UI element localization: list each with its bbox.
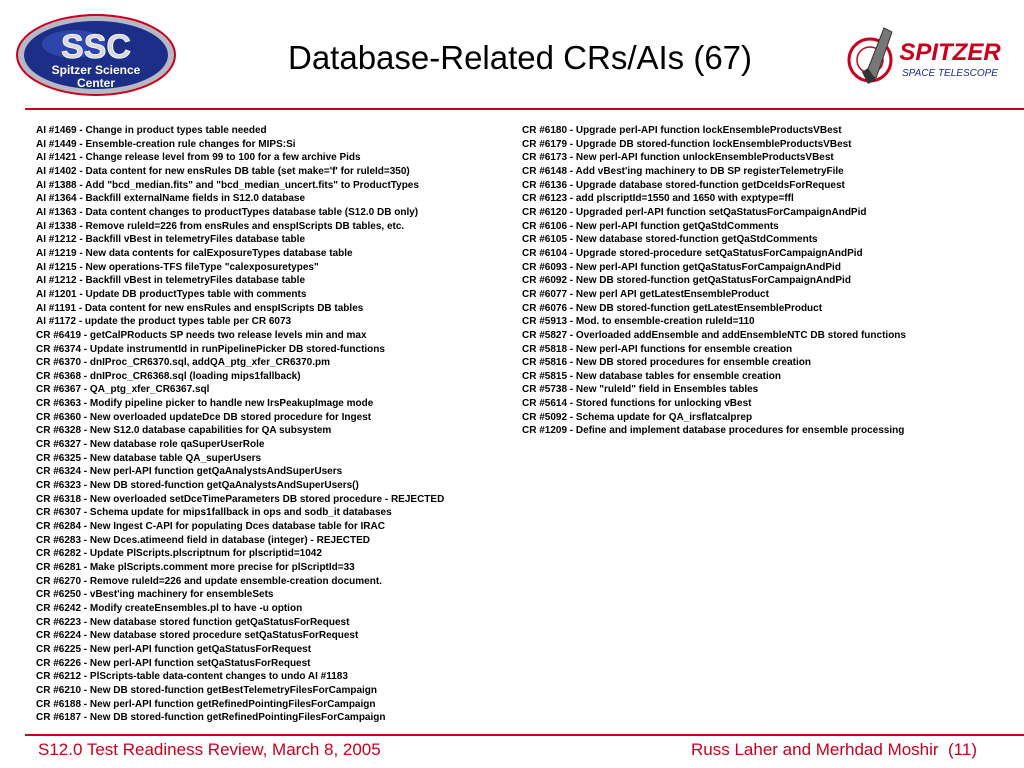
list-item: AI #1363 - Data content changes to productTypes database table (S12.0 DB only) bbox=[36, 206, 419, 218]
list-item: CR #6328 - New S12.0 database capabilities for QA subsystem bbox=[36, 425, 332, 437]
spitzer-logo bbox=[846, 24, 1012, 90]
list-item: CR #6180 - Upgrade perl-API function lockEnsembleProductsVBest bbox=[522, 125, 842, 136]
list-item: CR #6242 - Modify createEnsembles.pl to have -u option bbox=[36, 602, 303, 614]
list-item: CR #5818 - New perl-API functions for ensemble creation bbox=[522, 343, 793, 355]
spitzer-logo-word: SPITZER bbox=[899, 39, 1001, 66]
list-item: CR #6224 - New database stored procedure setQaStatusForRequest bbox=[36, 630, 359, 642]
list-item: AI #1191 - Data content for new ensRules and enspIScripts DB tables bbox=[36, 302, 364, 314]
list-item: CR #5815 - New database tables for ensemble creation bbox=[522, 370, 781, 382]
list-item: CR #6136 - Upgrade database stored-function getDceIdsForRequest bbox=[522, 179, 845, 191]
list-item: CR #6179 - Upgrade DB stored-function lockEnsembleProductsVBest bbox=[522, 138, 852, 150]
list-item: CR #6327 - New database role qaSuperUserRole bbox=[36, 439, 265, 451]
list-item: CR #6281 - Make plScripts.comment more precise for plScriptId=33 bbox=[36, 562, 355, 573]
list-item: CR #6223 - New database stored function getQaStatusForRequest bbox=[36, 616, 350, 628]
list-item: CR #6225 - New perl-API function getQaStatusForRequest bbox=[36, 643, 312, 655]
list-item: AI #1421 - Change release level from 99 to 100 for a few archive Pids bbox=[36, 152, 361, 164]
list-item: AI #1338 - Remove ruleId=226 from ensRules and enspIScripts DB tables, etc. bbox=[36, 220, 405, 232]
list-item: AI #1402 - Data content for new ensRules DB table (set make='f' for ruleId=350) bbox=[36, 165, 410, 177]
list-item: CR #6374 - Update instrumentId in runPipelinePicker DB stored-functions bbox=[36, 343, 385, 355]
list-item: CR #5614 - Stored functions for unlocking vBest bbox=[522, 398, 752, 410]
header-divider bbox=[25, 108, 1024, 110]
list-item: CR #1209 - Define and implement database procedures for ensemble processing bbox=[522, 425, 905, 437]
list-item: CR #6283 - New Dces.atimeend field in database (integer) - REJECTED bbox=[36, 534, 370, 546]
list-item: CR #6076 - New DB stored-function getLatestEnsembleProduct bbox=[522, 302, 823, 314]
list-item: AI #1201 - Update DB productTypes table with comments bbox=[36, 288, 307, 300]
list-item: AI #1388 - Add "bcd_median.fits" and "bcd_median_uncert.fits" to ProductTypes bbox=[36, 179, 419, 191]
list-item: CR #6325 - New database table QA_superUsers bbox=[36, 452, 262, 464]
ssc-logo-line2: Spitzer Science bbox=[51, 63, 141, 77]
footer-event: S12.0 Test Readiness Review, March 8, 2005 bbox=[38, 740, 381, 759]
list-item: CR #5913 - Mod. to ensemble-creation ruleId=110 bbox=[522, 316, 755, 328]
list-item: AI #1364 - Backfill externalName fields in S12.0 database bbox=[36, 193, 306, 205]
left-item-list bbox=[36, 124, 512, 725]
list-item: CR #5827 - Overloaded addEnsemble and addEnsembleNTC DB stored functions bbox=[522, 329, 906, 341]
list-item: CR #6307 - Schema update for mips1fallback in ops and sodb_it databases bbox=[36, 507, 392, 519]
list-item: AI #1469 - Change in product types table needed bbox=[36, 125, 267, 136]
list-item: CR #6104 - Upgrade stored-procedure setQaStatusForCampaignAndPid bbox=[522, 247, 863, 259]
list-item: CR #6360 - New overloaded updateDce DB stored procedure for Ingest bbox=[36, 411, 372, 423]
list-item: AI #1219 - New data contents for calExposureTypes database table bbox=[36, 247, 353, 259]
list-item: AI #1212 - Backfill vBest in telemetryFiles database table bbox=[36, 275, 306, 287]
list-item: AI #1449 - Ensemble-creation rule changes for MIPS:Si bbox=[36, 138, 296, 150]
list-item: CR #6123 - add plscriptId=1550 and 1650 with exptype=ffl bbox=[522, 193, 794, 205]
list-item: CR #6106 - New perl-API function getQaStdComments bbox=[522, 220, 779, 232]
list-item: CR #6282 - Update PlScripts.plscriptnum for plscriptid=1042 bbox=[36, 548, 322, 560]
list-item: CR #6188 - New perl-API function getRefinedPointingFilesForCampaign bbox=[36, 698, 376, 710]
list-item: CR #6324 - New perl-API function getQaAnalystsAndSuperUsers bbox=[36, 466, 343, 478]
list-item: CR #6284 - New Ingest C-API for populating Dces database table for IRAC bbox=[36, 521, 385, 533]
list-item: CR #6148 - Add vBest'ing machinery to DB SP registerTelemetryFile bbox=[522, 165, 844, 177]
list-item: CR #6093 - New perl-API function getQaStatusForCampaignAndPid bbox=[522, 261, 841, 273]
footer-divider bbox=[25, 734, 1024, 736]
list-item: CR #6323 - New DB stored-function getQaAnalystsAndSuperUsers() bbox=[36, 480, 359, 492]
list-item: CR #6187 - New DB stored-function getRefinedPointingFilesForCampaign bbox=[36, 712, 386, 724]
list-item: CR #6370 - dnIProc_CR6370.sql, addQA_ptg_xfer_CR6370.pm bbox=[36, 357, 330, 369]
list-item: CR #6226 - New perl-API function setQaStatusForRequest bbox=[36, 657, 311, 669]
list-item: AI #1172 - update the product types table per CR 6073 bbox=[36, 316, 292, 328]
list-item: CR #6092 - New DB stored-function getQaStatusForCampaignAndPid bbox=[522, 275, 851, 287]
ssc-logo-line3: Center bbox=[76, 76, 116, 90]
list-item: AI #1215 - New operations-TFS fileType "calexposuretypes" bbox=[36, 261, 319, 273]
list-item: CR #6368 - dnIProc_CR6368.sql (loading mips1fallback) bbox=[36, 370, 301, 382]
list-item: CR #5816 - New DB stored procedures for ensemble creation bbox=[522, 357, 811, 369]
slide-header bbox=[0, 0, 1024, 112]
list-item: CR #6367 - QA_ptg_xfer_CR6367.sql bbox=[36, 384, 210, 396]
list-item: CR #6270 - Remove ruleId=226 and update ensemble-creation document. bbox=[36, 575, 382, 587]
list-item: CR #6212 - PlScripts-table data-content changes to undo AI #1183 bbox=[36, 671, 348, 683]
list-item: CR #5092 - Schema update for QA_irsflatcalprep bbox=[522, 411, 753, 423]
list-item: CR #6363 - Modify pipeline picker to handle new IrsPeakupImage mode bbox=[36, 398, 374, 410]
right-item-list bbox=[522, 124, 1012, 438]
list-item: CR #5738 - New "ruleId" field in Ensembles tables bbox=[522, 384, 759, 396]
list-item: CR #6210 - New DB stored-function getBestTelemetryFilesForCampaign bbox=[36, 684, 377, 696]
footer-author-page: Russ Laher and Merhdad Moshir (11) bbox=[691, 740, 977, 759]
list-item: CR #6077 - New perl API getLatestEnsembleProduct bbox=[522, 288, 769, 300]
ssc-logo-letters: SSC bbox=[61, 28, 131, 66]
list-item: CR #6419 - getCalPRoducts SP needs two release levels min and max bbox=[36, 329, 367, 341]
list-item: CR #6120 - Upgraded perl-API function setQaStatusForCampaignAndPid bbox=[522, 206, 867, 218]
list-item: CR #6250 - vBest'ing machinery for ensembleSets bbox=[36, 589, 274, 601]
spitzer-logo-subword: SPACE TELESCOPE bbox=[902, 68, 998, 79]
ssc-logo bbox=[16, 14, 176, 96]
list-item: CR #6173 - New perl-API function unlockEnsembleProductsVBest bbox=[522, 152, 834, 164]
list-item: CR #6105 - New database stored-function getQaStdComments bbox=[522, 234, 818, 246]
page-title: Database-Related CRs/AIs (67) bbox=[287, 39, 753, 76]
list-item: AI #1212 - Backfill vBest in telemetryFiles database table bbox=[36, 234, 306, 246]
list-item: CR #6318 - New overloaded setDceTimeParameters DB stored procedure - REJECTED bbox=[36, 493, 445, 505]
